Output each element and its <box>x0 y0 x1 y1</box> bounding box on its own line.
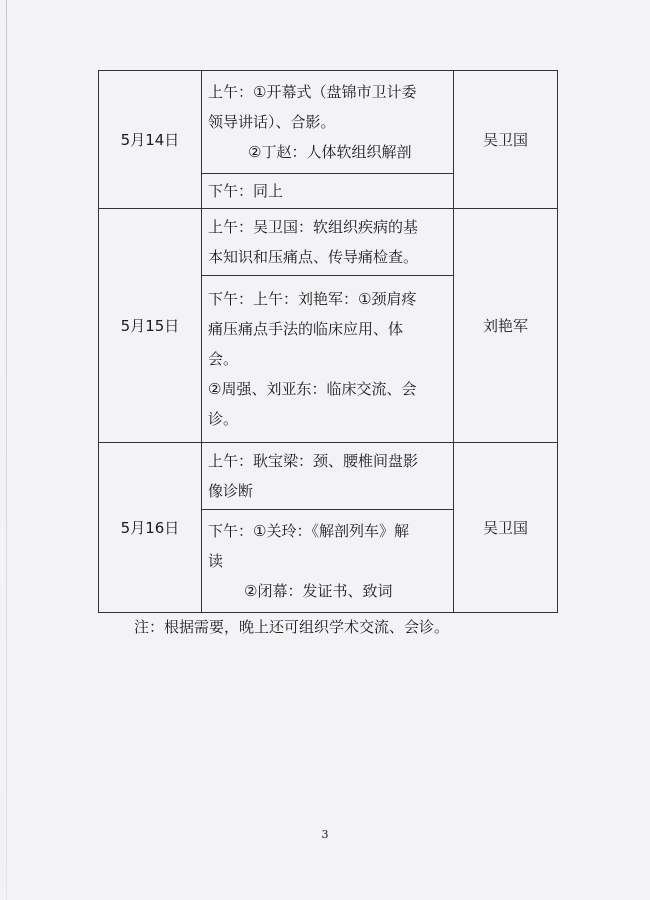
session-cell <box>202 174 454 209</box>
page-edge <box>6 0 7 900</box>
teacher-cell: 刘艳军 <box>454 209 558 443</box>
teacher-cell: 吴卫国 <box>454 443 558 613</box>
session-cell <box>202 71 454 174</box>
session-cell <box>202 276 454 443</box>
session-line: 痛压痛点手法的临床应用、体 <box>208 320 404 338</box>
session-line: ②周强、刘亚东：临床交流、会 <box>208 380 417 398</box>
session-line: 诊。 <box>208 410 239 428</box>
table-row <box>99 443 558 510</box>
session-cell <box>202 510 454 613</box>
session-cell <box>202 443 454 510</box>
table-row <box>99 71 558 174</box>
footnote: 注：根据需要，晚上还可组织学术交流、会诊。 <box>134 618 450 636</box>
table-row <box>99 209 558 276</box>
session-line: ②丁赵：人体软组织解剖 <box>248 143 412 161</box>
session-line: 像诊断 <box>208 482 254 500</box>
session-line: 上午：吴卫国：软组织疾病的基 <box>208 218 419 236</box>
session-line: 下午：①关玲：《解剖列车》解 <box>208 522 409 540</box>
session-line: 下午：上午：刘艳军：①颈肩疼 <box>208 290 417 308</box>
session-line: 会。 <box>208 350 239 368</box>
session-line: ②闭幕：发证书、致词 <box>244 582 393 600</box>
teacher-cell: 吴卫国 <box>454 71 558 209</box>
session-line: 读 <box>208 552 224 570</box>
date-cell: 5月15日 <box>99 209 202 443</box>
page-number: 3 <box>321 828 329 841</box>
session-cell <box>202 209 454 276</box>
session-line: 领导讲话）、合影。 <box>208 113 336 131</box>
date-cell: 5月14日 <box>99 71 202 209</box>
session-line: 上午：①开幕式（盘锦市卫计委 <box>208 83 417 101</box>
session-line: 上午：耿宝梁：颈、腰椎间盘影 <box>208 452 419 470</box>
schedule-table <box>98 70 558 613</box>
date-cell: 5月16日 <box>99 443 202 613</box>
session-line: 下午：同上 <box>208 182 284 200</box>
session-line: 本知识和压痛点、传导痛检查。 <box>208 248 419 266</box>
